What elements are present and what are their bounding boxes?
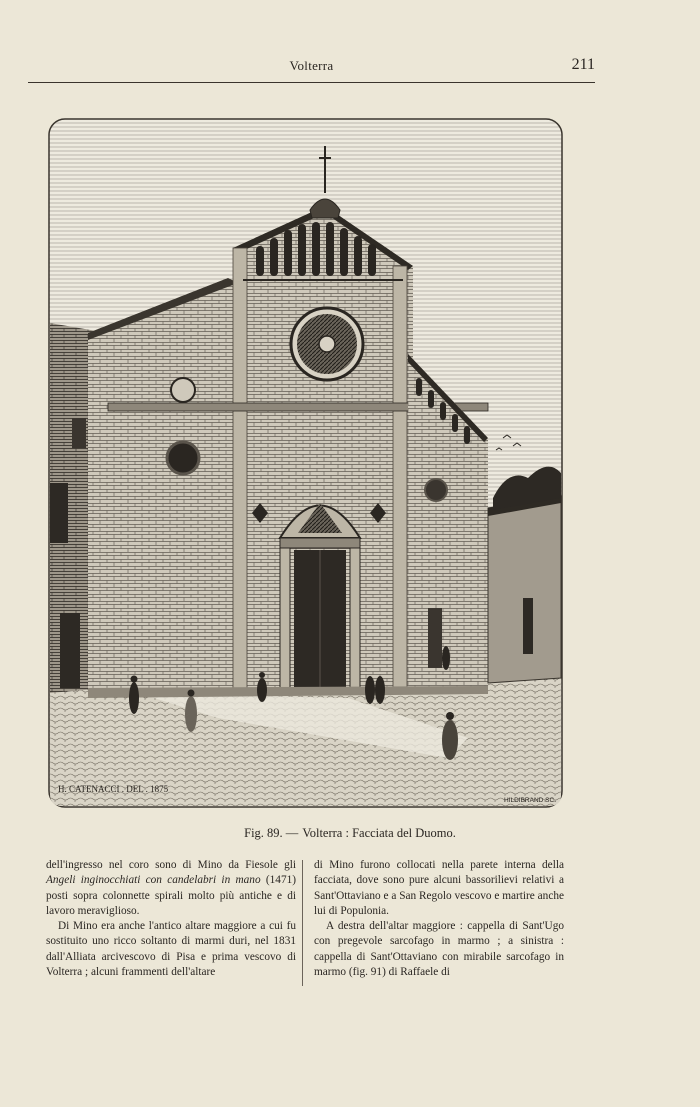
right-paragraph-1: di Mino furono collocati nella parete interna della facciata, dove sono pure alcuni bassorilievi relativi a Sant'Ottaviano e a San Regolo vescovo e martire anche lui di Populonia. — [314, 859, 564, 917]
page-number: 211 — [571, 56, 595, 73]
left-paragraph-2: Di Mino era anche l'antico altare maggiore a cui fu sostituito uno ricco soltanto di marmi duri, nel 1831 dall'Alliata arcivescovo di Pisa e prima vescovo di Volterra ; alcuni frammenti dell'altare — [46, 920, 296, 979]
header-rule — [28, 82, 595, 83]
engraving-signature-right: HILDIBRAND SC. — [503, 797, 556, 804]
right-column — [314, 858, 564, 980]
column-divider — [302, 860, 303, 986]
italic-title: Angeli inginocchiati con candelabri in mano — [46, 874, 261, 887]
figure-caption-text: Volterra : Facciata del Duomo. — [302, 826, 456, 840]
engraving-signature-left: H. CATENACCI . DEL . 1875 — [58, 784, 169, 794]
body-text — [46, 858, 582, 988]
left-paragraph-1: dell'ingresso nel coro sono di Mino da Fiesole gli Angeli inginocchiati con candelabri in mano (1471) posti sopra colonnette spirali molto più antiche e di lavoro meraviglioso. — [46, 859, 297, 917]
right-paragraph-2: A destra dell'altar maggiore : cappella di Sant'Ugo con pregevole sarcofago in marmo ; a sinistra : cappella di Sant'Ottaviano con mirabile sarcofago in marmo (fig. 91) di Raffaele di — [314, 920, 564, 979]
page-header — [28, 52, 595, 82]
cathedral-engraving — [48, 118, 563, 808]
figure-caption — [0, 826, 700, 841]
figure-label: Fig. 89. — — [244, 826, 299, 840]
left-column — [46, 858, 296, 980]
running-title: Volterra — [289, 58, 334, 73]
